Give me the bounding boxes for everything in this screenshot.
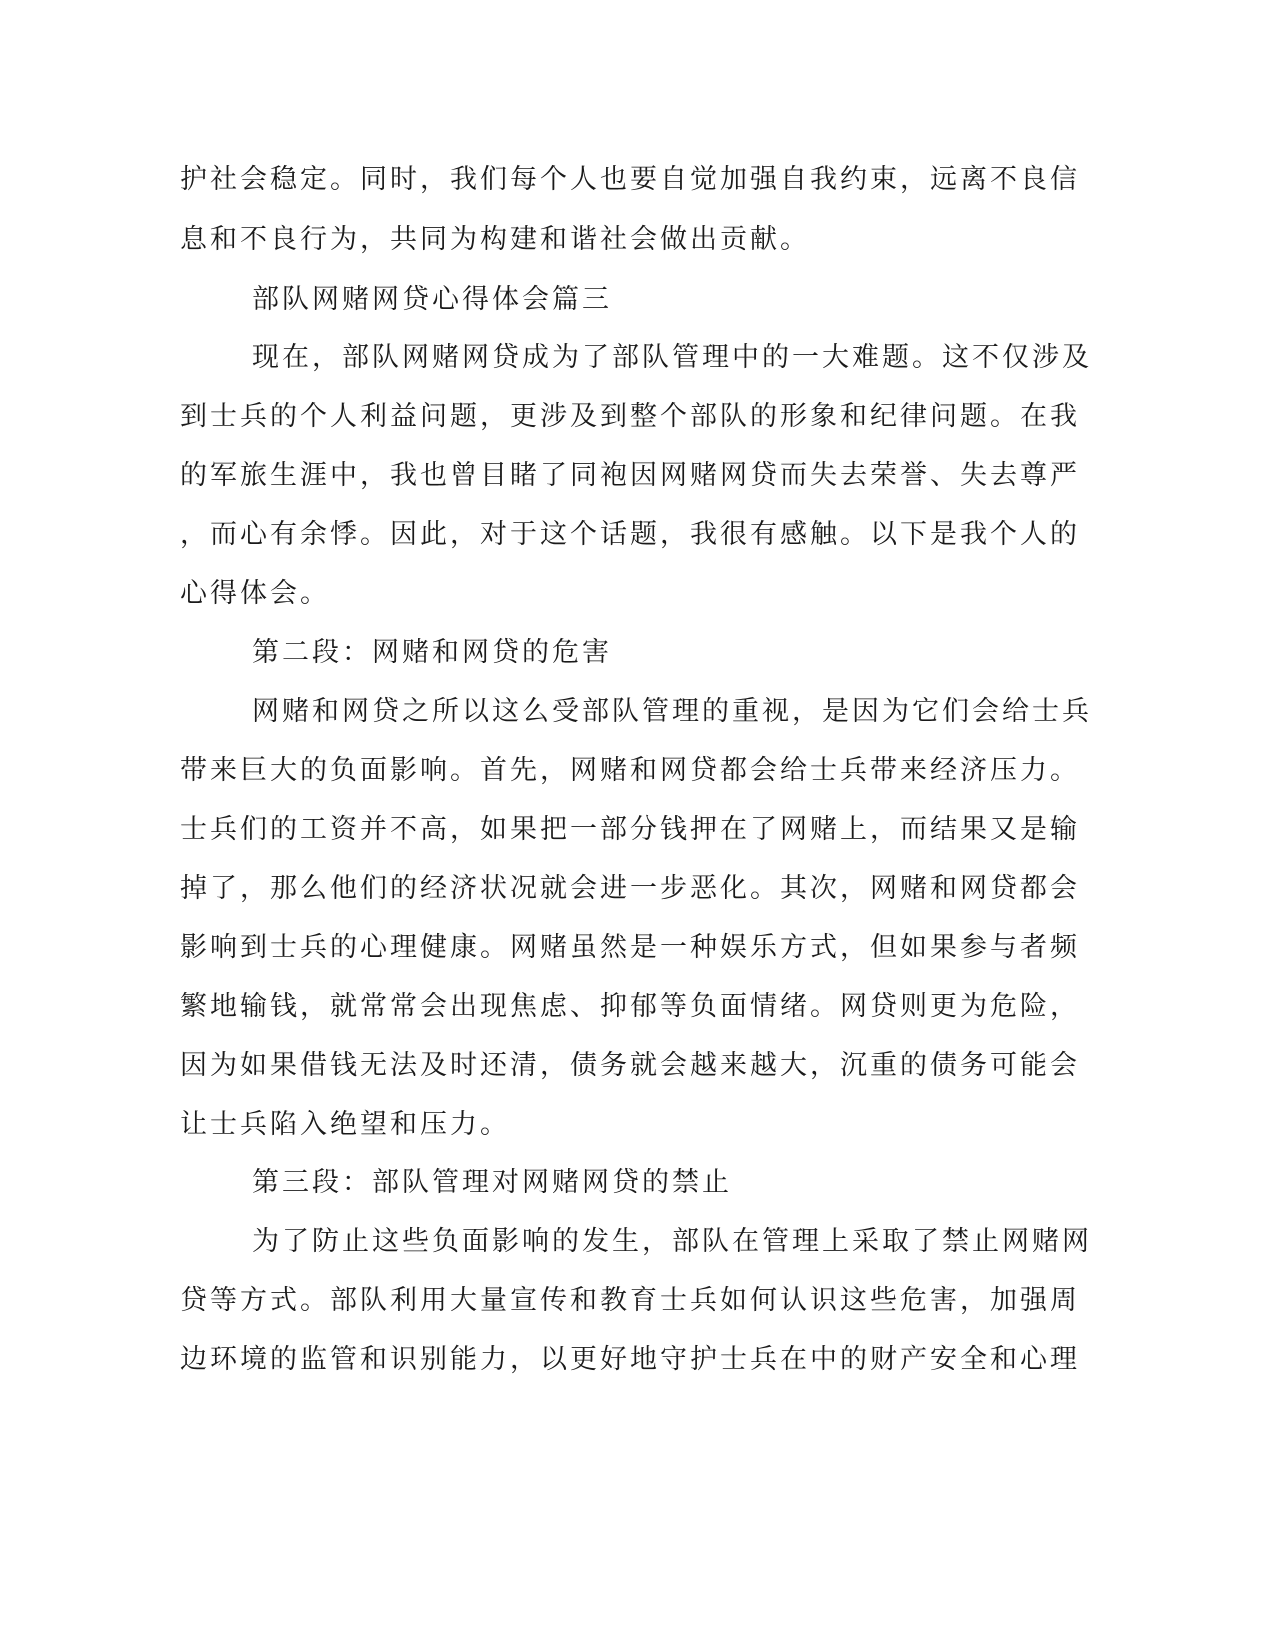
text-line-17: 让士兵陷入绝望和压力。 xyxy=(180,1109,510,1140)
section-heading-third: 第三段：部队管理对网赌网贷的禁止 xyxy=(252,1167,732,1198)
text-line-7: ，而心有余悸。因此，对于这个话题，我很有感触。以下是我个人的 xyxy=(180,519,1080,550)
text-line-5: 到士兵的个人利益问题，更涉及到整个部队的形象和纪律问题。在我 xyxy=(180,401,1080,432)
section-heading-second: 第二段：网赌和网贷的危害 xyxy=(252,637,612,668)
text-line-10: 网赌和网贷之所以这么受部队管理的重视，是因为它们会给士兵 xyxy=(252,696,1092,727)
text-line-6: 的军旅生涯中，我也曾目睹了同袍因网赌网贷而失去荣誉、失去尊严 xyxy=(180,460,1080,491)
text-line-16: 因为如果借钱无法及时还清，债务就会越来越大，沉重的债务可能会 xyxy=(180,1050,1080,1081)
section-heading-part-three: 部队网赌网贷心得体会篇三 xyxy=(252,284,612,315)
text-line-11: 带来巨大的负面影响。首先，网赌和网贷都会给士兵带来经济压力。 xyxy=(180,755,1080,786)
text-line-15: 繁地输钱，就常常会出现焦虑、抑郁等负面情绪。网贷则更为危险， xyxy=(180,991,1080,1022)
text-line-1: 护社会稳定。同时，我们每个人也要自觉加强自我约束，远离不良信 xyxy=(180,164,1080,195)
text-line-13: 掉了，那么他们的经济状况就会进一步恶化。其次，网赌和网贷都会 xyxy=(180,873,1080,904)
text-line-12: 士兵们的工资并不高，如果把一部分钱押在了网赌上，而结果又是输 xyxy=(180,814,1080,845)
text-line-8: 心得体会。 xyxy=(180,578,330,609)
text-line-21: 边环境的监管和识别能力，以更好地守护士兵在中的财产安全和心理 xyxy=(180,1344,1080,1375)
text-line-20: 贷等方式。部队利用大量宣传和教育士兵如何认识这些危害，加强周 xyxy=(180,1285,1080,1316)
text-line-14: 影响到士兵的心理健康。网赌虽然是一种娱乐方式，但如果参与者频 xyxy=(180,932,1080,963)
text-line-2: 息和不良行为，共同为构建和谐社会做出贡献。 xyxy=(180,224,810,255)
text-line-19: 为了防止这些负面影响的发生，部队在管理上采取了禁止网赌网 xyxy=(252,1226,1092,1257)
text-line-4: 现在，部队网赌网贷成为了部队管理中的一大难题。这不仅涉及 xyxy=(252,342,1092,373)
